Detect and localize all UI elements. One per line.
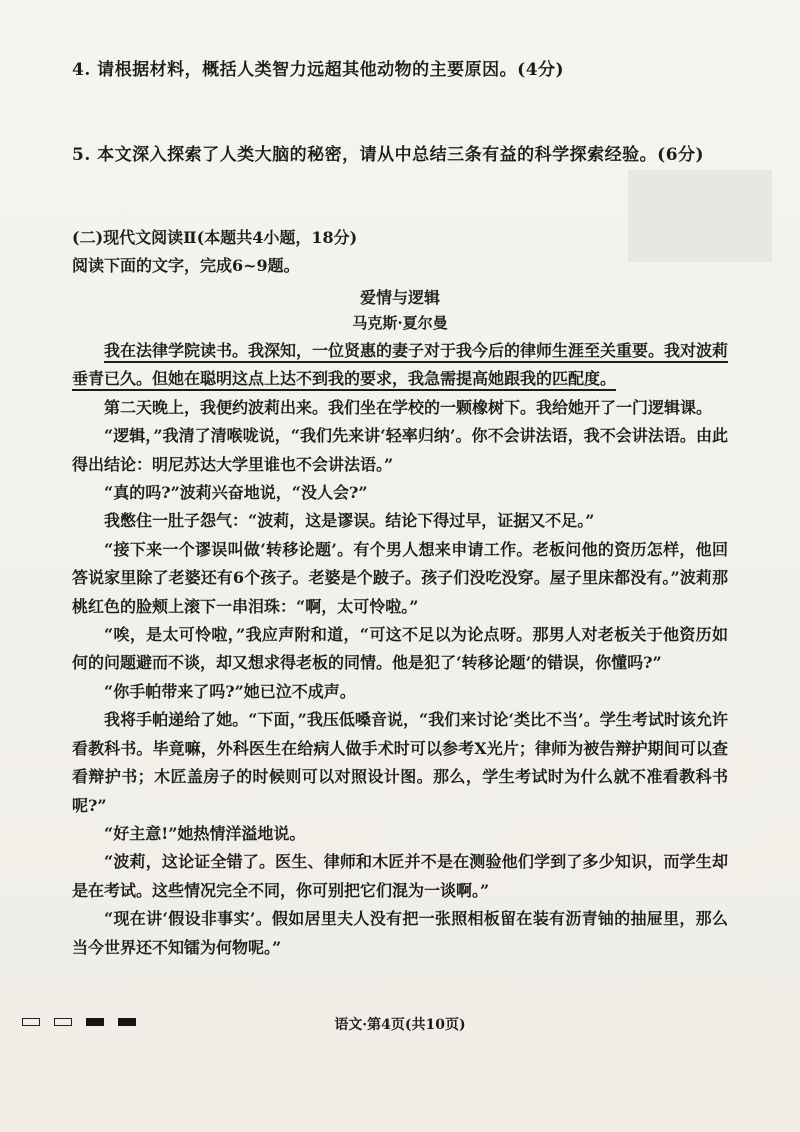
article-paragraph: “唉，是太可怜啦，”我应声附和道，“可这不足以为论点呀。那男人对老板关于他资历如何的问题避而不谈，却又想求得老板的同情。他是犯了‘转移论题’的错误，你懂吗?” bbox=[72, 625, 728, 673]
article-paragraph: “接下来一个谬误叫做‘转移论题’。有个男人想来申请工作。老板问他的资历怎样，他回答说家里除了老婆还有6个孩子。老婆是个跛子。孩子们没吃没穿。屋子里床都没有。”波莉那桃红色的脸颊上滚下一串泪珠：“啊，太可怜啦。” bbox=[72, 539, 728, 616]
section-instruction: 阅读下面的文字，完成6~9题。 bbox=[72, 256, 300, 275]
article-paragraph: “好主意!”她热情洋溢地说。 bbox=[104, 823, 306, 843]
article-paragraph: 第二天晚上，我便约波莉出来。我们坐在学校的一颗橡树下。我给她开了一门逻辑课。 bbox=[104, 397, 713, 417]
article-author: 马克斯·夏尔曼 bbox=[352, 314, 448, 332]
question-5: 5. 本文深入探索了人类大脑的秘密，请从中总结三条有益的科学探索经验。(6分) bbox=[72, 145, 705, 165]
article-paragraph bbox=[72, 337, 728, 394]
article-paragraph: 我将手帕递给了她。“下面，”我压低嗓音说，“我们来讨论‘类比不当’。学生考试时该允许看教科书。毕竟嘛，外科医生在给病人做手术时可以参考X光片；律师为被告辩护期间可以查看辩护书；木匠盖房子的时候则可以对照设计图。那么，学生考试时为什么就不准看教科书呢?” bbox=[72, 710, 728, 815]
article-paragraph: “波莉，这论证全错了。医生、律师和木匠并不是在测验他们学到了多少知识，而学生却是在考试。这些情况完全不同，你可别把它们混为一谈啊。” bbox=[72, 852, 728, 900]
underlined-passage: 我在法律学院读书。我深知，一位贤惠的妻子对于我今后的律师生涯至关重要。我对波莉垂青已久。但她在聪明这点上达不到我的要求，我急需提高她跟我的匹配度。 bbox=[72, 341, 729, 389]
article-paragraph: “逻辑，”我清了清喉咙说，“我们先来讲‘轻率归纳’。你不会讲法语，我不会讲法语。由此得出结论：明尼苏达大学里谁也不会讲法语。” bbox=[72, 426, 728, 474]
blank-score-box bbox=[628, 170, 772, 262]
page-footer: 语文·第4页(共10页) bbox=[334, 1017, 466, 1033]
article-paragraph: 我憋住一肚子怨气：“波莉，这是谬误。结论下得过早，证据又不足。” bbox=[104, 511, 595, 531]
article-body bbox=[72, 337, 728, 962]
article-paragraph: “你手帕带来了吗?”她已泣不成声。 bbox=[104, 681, 356, 701]
section-title: (二)现代文阅读Ⅱ(本题共4小题，18分) bbox=[72, 228, 358, 247]
article-paragraph: “现在讲‘假设非事实’。假如居里夫人没有把一张照相板留在装有沥青铀的抽屉里，那么当今世界还不知镭为何物呢。” bbox=[72, 909, 728, 957]
question-4: 4. 请根据材料，概括人类智力远超其他动物的主要原因。(4分) bbox=[72, 60, 565, 80]
article-paragraph: “真的吗?”波莉兴奋地说，“没人会?” bbox=[104, 483, 368, 503]
article-title: 爱情与逻辑 bbox=[359, 288, 440, 307]
